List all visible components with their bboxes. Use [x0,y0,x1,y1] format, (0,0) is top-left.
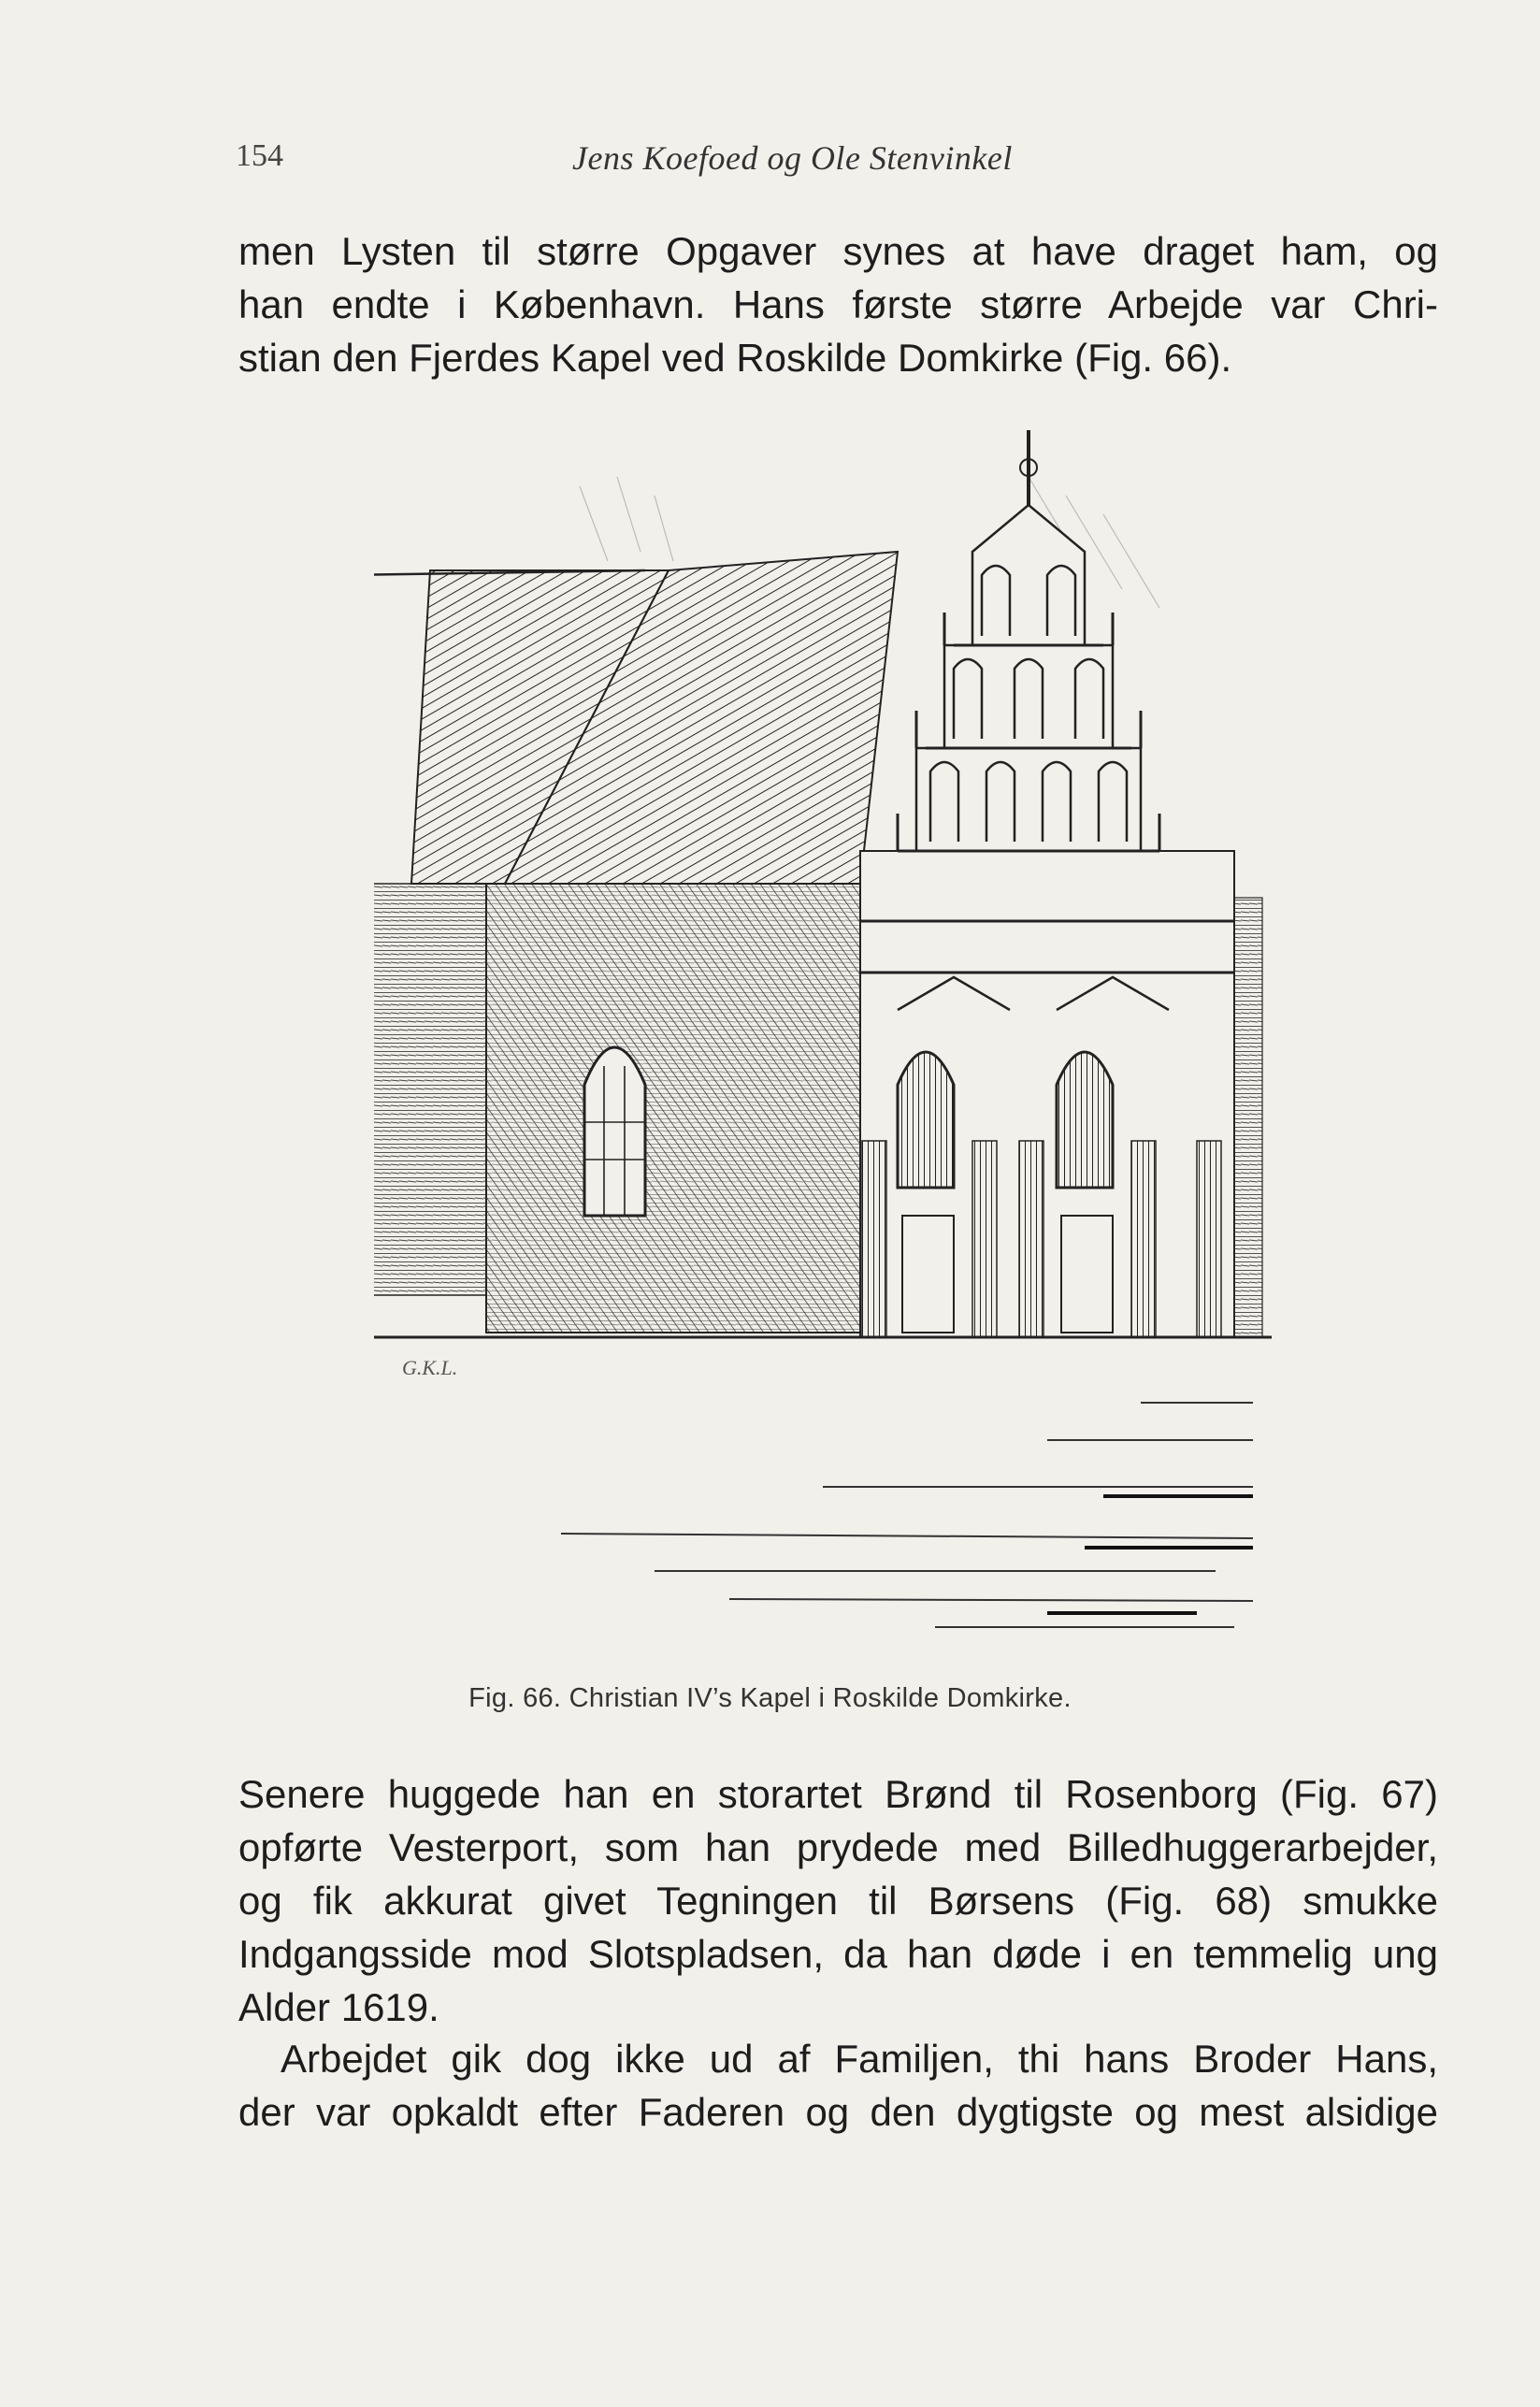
chapel-drawing [374,411,1272,1655]
text-line: opførte Vesterport, som han prydede med Billedhuggerarbejder, [238,1825,1438,1869]
text-line: Alder 1619. [238,1985,439,2029]
paragraph-arbejdet [238,2032,1438,2139]
text-line: Senere huggede han en storartet Brønd til Rosenborg (Fig. 67) [238,1772,1438,1816]
text-line: Arbejdet gik dog ikke ud af Familjen, thi hans Broder Hans, [281,2037,1438,2081]
artist-signature: G.K.L. [402,1356,458,1379]
text-line: Indgangsside mod Slotspladsen, da han døde i en temmelig ung [238,1932,1438,1976]
text-line: og fik akkurat givet Tegningen til Børsens (Fig. 68) smukke [238,1879,1438,1923]
text-line: stian den Fjerdes Kapel ved Roskilde Domkirke (Fig. 66). [238,336,1232,380]
running-head [236,138,1442,185]
text-line: der var opkaldt efter Faderen og den dygtigste og mest alsidige [238,2090,1438,2134]
chapel-illustration [374,411,1272,1655]
paragraph-intro [238,224,1438,384]
text-line: men Lysten til større Opgaver synes at have draget ham, og [238,229,1438,273]
page-number: 154 [236,138,283,173]
chapel-gable [860,430,1234,1337]
figure-caption: Fig. 66. Christian IV’s Kapel i Roskilde Domkirke. [468,1683,1072,1713]
running-title: Jens Koefoed og Ole Stenvinkel [572,139,1013,177]
text-line: han endte i København. Hans første større Arbejde var Chri- [238,282,1438,326]
paragraph-senere [238,1767,1438,2034]
